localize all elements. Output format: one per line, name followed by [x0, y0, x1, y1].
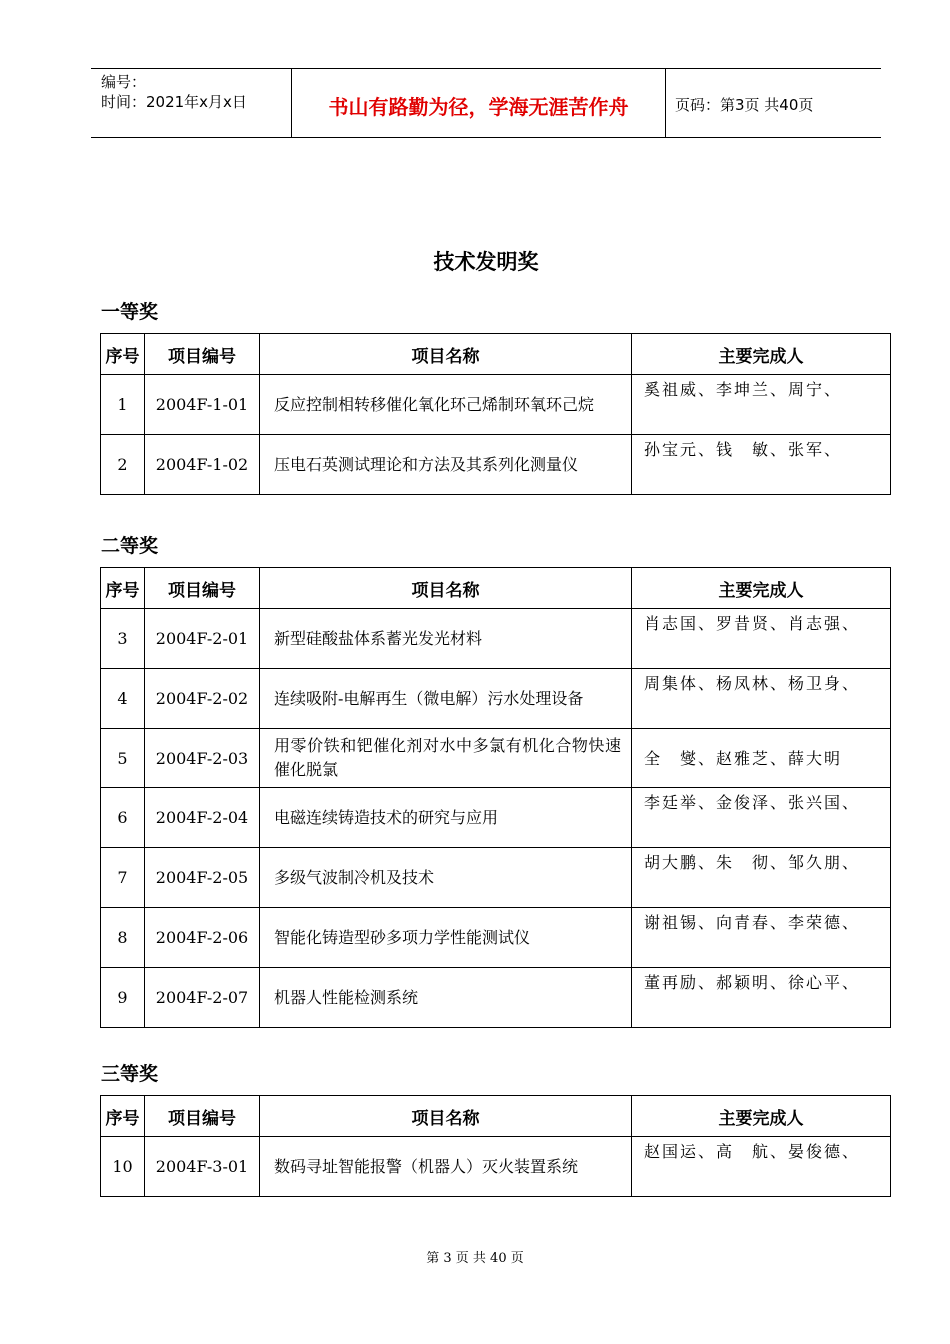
row-people: 奚祖威、李坤兰、周宁、	[644, 380, 843, 399]
table-row	[101, 729, 891, 788]
row-people: 全 燮、赵雅芝、薛大明	[644, 748, 843, 768]
table-row	[101, 609, 891, 669]
row-no: 8	[101, 908, 145, 968]
row-people-cell	[632, 435, 891, 495]
award-table-second-prize	[100, 567, 891, 1028]
col-header-no: 序号	[101, 334, 145, 375]
row-no: 4	[101, 669, 145, 729]
table-row	[101, 669, 891, 729]
page-header	[91, 68, 881, 138]
col-header-code: 项目编号	[145, 1096, 260, 1137]
col-header-name: 项目名称	[260, 334, 632, 375]
row-name: 数码寻址智能报警（机器人）灭火装置系统	[260, 1137, 632, 1197]
row-code: 2004F-2-01	[145, 609, 260, 669]
row-name: 反应控制相转移催化氧化环己烯制环氧环己烷	[260, 375, 632, 435]
header-page-label: 页码：第3页 共40页	[675, 96, 814, 114]
row-people: 谢祖锡、向青春、李荣德、	[644, 913, 861, 932]
row-code: 2004F-2-02	[145, 669, 260, 729]
row-people: 董再励、郝颖明、徐心平、	[644, 973, 861, 992]
row-people-cell	[632, 729, 891, 788]
serial-label: 编号：	[101, 73, 147, 91]
page-footer: 第 3 页 共 40 页	[426, 1251, 524, 1266]
table-row	[101, 908, 891, 968]
row-code: 2004F-3-01	[145, 1137, 260, 1197]
table-row	[101, 968, 891, 1028]
row-people: 周集体、杨凤林、杨卫身、	[644, 674, 861, 693]
row-code: 2004F-2-05	[145, 848, 260, 908]
table-row	[101, 1137, 891, 1197]
award-table-third-prize	[100, 1095, 891, 1197]
row-people-cell	[632, 968, 891, 1028]
row-people-cell	[632, 375, 891, 435]
row-name: 电磁连续铸造技术的研究与应用	[260, 788, 632, 848]
award-table-first-prize	[100, 333, 891, 495]
table-row	[101, 435, 891, 495]
table-row	[101, 848, 891, 908]
row-no: 7	[101, 848, 145, 908]
row-people-cell	[632, 1137, 891, 1197]
col-header-no: 序号	[101, 568, 145, 609]
row-code: 2004F-1-01	[145, 375, 260, 435]
row-people: 胡大鹏、朱 彻、邹久朋、	[644, 853, 861, 872]
row-code: 2004F-2-03	[145, 729, 260, 788]
row-name: 压电石英测试理论和方法及其系列化测量仪	[260, 435, 632, 495]
time-label: 时间：2021年x月x日	[101, 93, 247, 111]
table-row	[101, 788, 891, 848]
row-no: 10	[101, 1137, 145, 1197]
col-header-people: 主要完成人	[632, 568, 891, 609]
col-header-name: 项目名称	[260, 568, 632, 609]
row-name: 智能化铸造型砂多项力学性能测试仪	[260, 908, 632, 968]
section-heading-second-prize: 二等奖	[101, 535, 159, 557]
row-name: 新型硅酸盐体系蓄光发光材料	[260, 609, 632, 669]
row-people-cell	[632, 669, 891, 729]
row-no: 2	[101, 435, 145, 495]
row-people: 肖志国、罗昔贤、肖志强、	[644, 614, 861, 633]
header-motto: 书山有路勤为径，学海无涯苦作舟	[328, 95, 629, 119]
col-header-name: 项目名称	[260, 1096, 632, 1137]
row-name: 连续吸附-电解再生（微电解）污水处理设备	[260, 669, 632, 729]
row-code: 2004F-2-04	[145, 788, 260, 848]
table-header-row	[101, 334, 891, 375]
row-no: 1	[101, 375, 145, 435]
header-motto-cell	[292, 69, 666, 137]
col-header-code: 项目编号	[145, 334, 260, 375]
row-people-cell	[632, 848, 891, 908]
row-name: 机器人性能检测系统	[260, 968, 632, 1028]
row-people: 赵国运、高 航、晏俊德、	[644, 1142, 861, 1161]
header-meta-cell	[91, 69, 292, 137]
col-header-people: 主要完成人	[632, 1096, 891, 1137]
row-name: 用零价铁和钯催化剂对水中多氯有机化合物快速催化脱氯	[260, 729, 632, 788]
row-no: 9	[101, 968, 145, 1028]
table-header-row	[101, 1096, 891, 1137]
row-people-cell	[632, 609, 891, 669]
row-people-cell	[632, 908, 891, 968]
row-people: 李廷举、金俊泽、张兴国、	[644, 793, 861, 812]
row-no: 6	[101, 788, 145, 848]
header-page-cell	[666, 69, 881, 137]
table-header-row	[101, 568, 891, 609]
section-heading-first-prize: 一等奖	[101, 301, 159, 323]
row-name: 多级气波制冷机及技术	[260, 848, 632, 908]
document-title: 技术发明奖	[433, 250, 539, 274]
row-code: 2004F-2-06	[145, 908, 260, 968]
row-no: 5	[101, 729, 145, 788]
table-row	[101, 375, 891, 435]
row-people-cell	[632, 788, 891, 848]
row-code: 2004F-2-07	[145, 968, 260, 1028]
col-header-code: 项目编号	[145, 568, 260, 609]
row-no: 3	[101, 609, 145, 669]
row-people: 孙宝元、钱 敏、张军、	[644, 440, 843, 459]
col-header-people: 主要完成人	[632, 334, 891, 375]
section-heading-third-prize: 三等奖	[101, 1063, 159, 1085]
row-code: 2004F-1-02	[145, 435, 260, 495]
col-header-no: 序号	[101, 1096, 145, 1137]
